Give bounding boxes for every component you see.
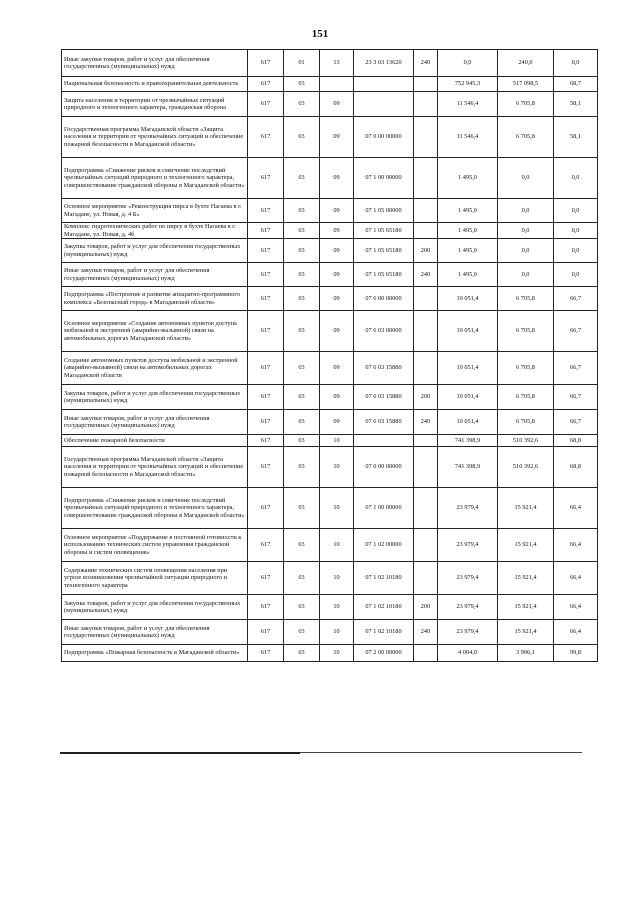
footer-rule-thin [300,752,582,753]
expense-name-cell: Национальная безопасность и правоохранительная деятельность [62,77,248,92]
expense-type-code-cell: 200 [414,239,438,263]
subsection-code-cell: 09 [320,92,354,117]
target-article-code-cell: 23 3 03 13620 [354,50,414,77]
subsection-code-cell: 09 [320,223,354,239]
table-row [62,529,598,562]
plan-amount-cell: 741 398,9 [438,447,498,488]
execution-percent-cell: 66,4 [554,620,598,645]
subsection-code-cell: 10 [320,435,354,447]
section-code-cell: 03 [284,158,320,199]
section-code-cell: 03 [284,620,320,645]
subsection-code-cell: 10 [320,447,354,488]
execution-percent-cell: 0,0 [554,199,598,223]
executed-amount-cell: 510 392,6 [498,447,554,488]
ministry-code-cell: 617 [248,239,284,263]
expense-name-cell: Иные закупки товаров, работ и услуг для обеспечения государственных (муниципальных) нужд [62,620,248,645]
plan-amount-cell: 11 546,4 [438,117,498,158]
subsection-code-cell: 09 [320,117,354,158]
plan-amount-cell: 23 979,4 [438,488,498,529]
expense-type-code-cell [414,223,438,239]
target-article-code-cell: 07 1 05 65180 [354,223,414,239]
expense-type-code-cell [414,199,438,223]
table-row [62,311,598,352]
executed-amount-cell: 6 705,8 [498,385,554,410]
executed-amount-cell: 0,0 [498,223,554,239]
subsection-code-cell: 09 [320,199,354,223]
section-code-cell: 03 [284,529,320,562]
table-row [62,352,598,385]
execution-percent-cell: 68,7 [554,77,598,92]
table-row [62,158,598,199]
plan-amount-cell: 4 004,0 [438,645,498,662]
executed-amount-cell: 6 705,8 [498,352,554,385]
executed-amount-cell: 6 705,8 [498,410,554,435]
execution-percent-cell: 0,0 [554,158,598,199]
executed-amount-cell: 15 921,4 [498,562,554,595]
section-code-cell: 03 [284,595,320,620]
section-code-cell: 03 [284,435,320,447]
target-article-code-cell: 07 6 03 00000 [354,311,414,352]
expense-name-cell: Основное мероприятие «Создание автономных пунктов доступа мобильной и экстренной (аварийно-вызывной) связи на автомобильных дорогах Магаданской области» [62,311,248,352]
plan-amount-cell: 10 051,4 [438,352,498,385]
ministry-code-cell: 617 [248,287,284,311]
plan-amount-cell: 0,0 [438,50,498,77]
expense-name-cell: Содержание технических систем оповещения населения при угрозе возникновения чрезвычайной ситуации природного и техногенного характера [62,562,248,595]
target-article-code-cell [354,77,414,92]
table-row [62,562,598,595]
ministry-code-cell: 617 [248,529,284,562]
expense-type-code-cell [414,488,438,529]
execution-percent-cell: 68,8 [554,447,598,488]
subsection-code-cell: 09 [320,385,354,410]
plan-amount-cell: 10 051,4 [438,385,498,410]
expense-name-cell: Иные закупки товаров, работ и услуг для обеспечения государственных (муниципальных) нужд [62,410,248,435]
section-code-cell: 03 [284,263,320,287]
expense-name-cell: Закупка товаров, работ и услуг для обеспечения государственных (муниципальных) нужд [62,239,248,263]
target-article-code-cell: 07 1 05 65180 [354,263,414,287]
expense-type-code-cell: 240 [414,50,438,77]
plan-amount-cell: 1 495,0 [438,199,498,223]
table-row [62,77,598,92]
subsection-code-cell: 09 [320,287,354,311]
execution-percent-cell: 66,7 [554,352,598,385]
subsection-code-cell: 10 [320,488,354,529]
expense-name-cell: Подпрограмма «Снижение рисков и смягчение последствий чрезвычайных ситуаций природного и техногенного характера, совершенствование гражданской обороны в Магаданской области» [62,488,248,529]
expense-type-code-cell: 200 [414,595,438,620]
ministry-code-cell: 617 [248,158,284,199]
executed-amount-cell: 6 705,8 [498,287,554,311]
table-row [62,447,598,488]
expense-type-code-cell [414,92,438,117]
ministry-code-cell: 617 [248,447,284,488]
executed-amount-cell: 0,0 [498,239,554,263]
plan-amount-cell: 741 398,9 [438,435,498,447]
plan-amount-cell: 23 979,4 [438,595,498,620]
section-code-cell: 01 [284,50,320,77]
plan-amount-cell: 23 979,4 [438,529,498,562]
ministry-code-cell: 617 [248,645,284,662]
ministry-code-cell: 617 [248,50,284,77]
target-article-code-cell: 07 1 05 65180 [354,239,414,263]
target-article-code-cell: 07 6 03 15880 [354,385,414,410]
executed-amount-cell: 6 705,8 [498,117,554,158]
subsection-code-cell: 09 [320,410,354,435]
table-row [62,435,598,447]
footer-rule-thick [60,752,300,754]
plan-amount-cell: 1 495,0 [438,158,498,199]
ministry-code-cell: 617 [248,435,284,447]
section-code-cell: 03 [284,352,320,385]
execution-percent-cell: 66,7 [554,311,598,352]
expense-name-cell: Комплекс гидротехнических работ по пирсу в бухте Нагаева в г. Магадане, ул. Новая, д. 4б [62,223,248,239]
target-article-code-cell: 07 1 00 00000 [354,488,414,529]
section-code-cell: 03 [284,77,320,92]
expense-name-cell: Закупка товаров, работ и услуг для обеспечения государственных (муниципальных) нужд [62,385,248,410]
executed-amount-cell: 15 921,4 [498,595,554,620]
expense-type-code-cell [414,562,438,595]
table-row [62,117,598,158]
expense-name-cell: Создание автономных пунктов доступа мобильной и экстренной (аварийно-вызывной) связи на автомобильных дорогах Магаданской области [62,352,248,385]
table-row [62,595,598,620]
expense-type-code-cell: 200 [414,385,438,410]
ministry-code-cell: 617 [248,92,284,117]
ministry-code-cell: 617 [248,352,284,385]
subsection-code-cell: 10 [320,529,354,562]
expense-name-cell: Основное мероприятие «Реконструкция пирса в бухте Нагаева в г. Магадане, ул. Новая, д. 4 Б» [62,199,248,223]
expense-name-cell: Государственная программа Магаданской области «Защита населения и территории от чрезвычайных ситуаций и обеспечение пожарной безопасности в Магаданской области» [62,117,248,158]
table-row [62,92,598,117]
target-article-code-cell [354,435,414,447]
target-article-code-cell: 07 1 02 00000 [354,529,414,562]
execution-percent-cell: 0,0 [554,239,598,263]
execution-percent-cell: 58,1 [554,117,598,158]
section-code-cell: 03 [284,92,320,117]
section-code-cell: 03 [284,645,320,662]
plan-amount-cell: 10 051,4 [438,311,498,352]
target-article-code-cell: 07 6 03 15880 [354,410,414,435]
ministry-code-cell: 617 [248,223,284,239]
execution-percent-cell: 66,4 [554,595,598,620]
ministry-code-cell: 617 [248,620,284,645]
execution-percent-cell: 68,8 [554,435,598,447]
expense-type-code-cell [414,158,438,199]
target-article-code-cell: 07 0 00 00000 [354,117,414,158]
expense-name-cell: Обеспечение пожарной безопасности [62,435,248,447]
page-number: 151 [311,28,329,40]
table-row [62,263,598,287]
subsection-code-cell: 09 [320,311,354,352]
subsection-code-cell: 09 [320,239,354,263]
expense-type-code-cell: 240 [414,263,438,287]
section-code-cell: 03 [284,385,320,410]
section-code-cell: 03 [284,117,320,158]
execution-percent-cell: 66,7 [554,410,598,435]
executed-amount-cell: 6 705,8 [498,311,554,352]
plan-amount-cell: 752 945,3 [438,77,498,92]
execution-percent-cell: 66,4 [554,488,598,529]
ministry-code-cell: 617 [248,263,284,287]
target-article-code-cell: 07 1 00 00000 [354,158,414,199]
expense-name-cell: Иные закупки товаров, работ и услуг для обеспечения государственных (муниципальных) нужд [62,50,248,77]
table-row [62,488,598,529]
expense-type-code-cell [414,529,438,562]
executed-amount-cell: 0,0 [498,199,554,223]
table-row [62,645,598,662]
section-code-cell: 03 [284,223,320,239]
section-code-cell: 03 [284,287,320,311]
executed-amount-cell: 15 921,4 [498,488,554,529]
target-article-code-cell: 07 2 00 00000 [354,645,414,662]
executed-amount-cell: 3 996,1 [498,645,554,662]
target-article-code-cell: 07 6 03 15880 [354,352,414,385]
executed-amount-cell: 0,0 [498,158,554,199]
subsection-code-cell: 10 [320,562,354,595]
execution-percent-cell: 0,0 [554,263,598,287]
expense-name-cell: Государственная программа Магаданской области «Защита населения и территории от чрезвычайных ситуаций и обеспечение пожарной безопасности в Магаданской области» [62,447,248,488]
table-row [62,199,598,223]
table-row [62,385,598,410]
plan-amount-cell: 23 979,4 [438,562,498,595]
target-article-code-cell: 07 0 00 00000 [354,447,414,488]
execution-percent-cell: 58,1 [554,92,598,117]
executed-amount-cell: 15 921,4 [498,620,554,645]
expense-type-code-cell [414,352,438,385]
executed-amount-cell: 240,0 [498,50,554,77]
section-code-cell: 03 [284,488,320,529]
table-row [62,50,598,77]
section-code-cell: 03 [284,239,320,263]
execution-percent-cell: 66,7 [554,385,598,410]
ministry-code-cell: 617 [248,595,284,620]
expense-type-code-cell: 240 [414,410,438,435]
subsection-code-cell: 09 [320,158,354,199]
executed-amount-cell: 6 705,8 [498,92,554,117]
section-code-cell: 03 [284,447,320,488]
subsection-code-cell: 09 [320,352,354,385]
plan-amount-cell: 11 546,4 [438,92,498,117]
ministry-code-cell: 617 [248,311,284,352]
budget-table [61,49,598,662]
table-row [62,223,598,239]
table-row [62,287,598,311]
executed-amount-cell: 517 098,5 [498,77,554,92]
ministry-code-cell: 617 [248,77,284,92]
target-article-code-cell: 07 1 05 00000 [354,199,414,223]
expense-type-code-cell [414,117,438,158]
section-code-cell: 03 [284,410,320,435]
execution-percent-cell: 66,4 [554,562,598,595]
expense-type-code-cell [414,311,438,352]
plan-amount-cell: 1 495,0 [438,223,498,239]
section-code-cell: 03 [284,311,320,352]
expense-type-code-cell [414,447,438,488]
ministry-code-cell: 617 [248,117,284,158]
expense-name-cell: Иные закупки товаров, работ и услуг для обеспечения государственных (муниципальных) нужд [62,263,248,287]
expense-type-code-cell [414,645,438,662]
ministry-code-cell: 617 [248,562,284,595]
section-code-cell: 03 [284,199,320,223]
executed-amount-cell: 0,0 [498,263,554,287]
ministry-code-cell: 617 [248,385,284,410]
section-code-cell: 03 [284,562,320,595]
expense-name-cell: Защита населения и территории от чрезвычайных ситуаций природного и техногенного характера, гражданская оборона [62,92,248,117]
expense-name-cell: Подпрограмма «Пожарная безопасность в Магаданской области» [62,645,248,662]
execution-percent-cell: 66,7 [554,287,598,311]
plan-amount-cell: 23 979,4 [438,620,498,645]
target-article-code-cell: 07 1 02 10180 [354,620,414,645]
subsection-code-cell [320,77,354,92]
expense-type-code-cell [414,435,438,447]
target-article-code-cell: 07 1 02 10180 [354,562,414,595]
executed-amount-cell: 15 921,4 [498,529,554,562]
plan-amount-cell: 10 051,4 [438,410,498,435]
expense-name-cell: Подпрограмма «Снижение рисков и смягчение последствий чрезвычайных ситуаций природного и техногенного характера, совершенствование гражданской обороны в Магаданской области» [62,158,248,199]
target-article-code-cell [354,92,414,117]
ministry-code-cell: 617 [248,488,284,529]
ministry-code-cell: 617 [248,410,284,435]
execution-percent-cell: 0,0 [554,50,598,77]
plan-amount-cell: 10 051,4 [438,287,498,311]
execution-percent-cell: 99,8 [554,645,598,662]
table-row [62,239,598,263]
execution-percent-cell: 66,4 [554,529,598,562]
subsection-code-cell: 09 [320,263,354,287]
expense-type-code-cell [414,77,438,92]
executed-amount-cell: 510 392,6 [498,435,554,447]
subsection-code-cell: 10 [320,645,354,662]
subsection-code-cell: 13 [320,50,354,77]
subsection-code-cell: 10 [320,620,354,645]
expense-name-cell: Подпрограмма «Построение и развитие аппаратно-программного комплекса «Безопасный город» в Магаданской области» [62,287,248,311]
table-row [62,620,598,645]
expense-name-cell: Основное мероприятие «Поддержание в постоянной готовности к использованию технических систем управления гражданской обороны и систем оповещения» [62,529,248,562]
table-row [62,410,598,435]
ministry-code-cell: 617 [248,199,284,223]
execution-percent-cell: 0,0 [554,223,598,239]
expense-type-code-cell [414,287,438,311]
plan-amount-cell: 1 495,0 [438,263,498,287]
expense-name-cell: Закупка товаров, работ и услуг для обеспечения государственных (муниципальных) нужд [62,595,248,620]
subsection-code-cell: 10 [320,595,354,620]
expense-type-code-cell: 240 [414,620,438,645]
target-article-code-cell: 07 1 02 10180 [354,595,414,620]
target-article-code-cell: 07 6 00 00000 [354,287,414,311]
plan-amount-cell: 1 495,0 [438,239,498,263]
